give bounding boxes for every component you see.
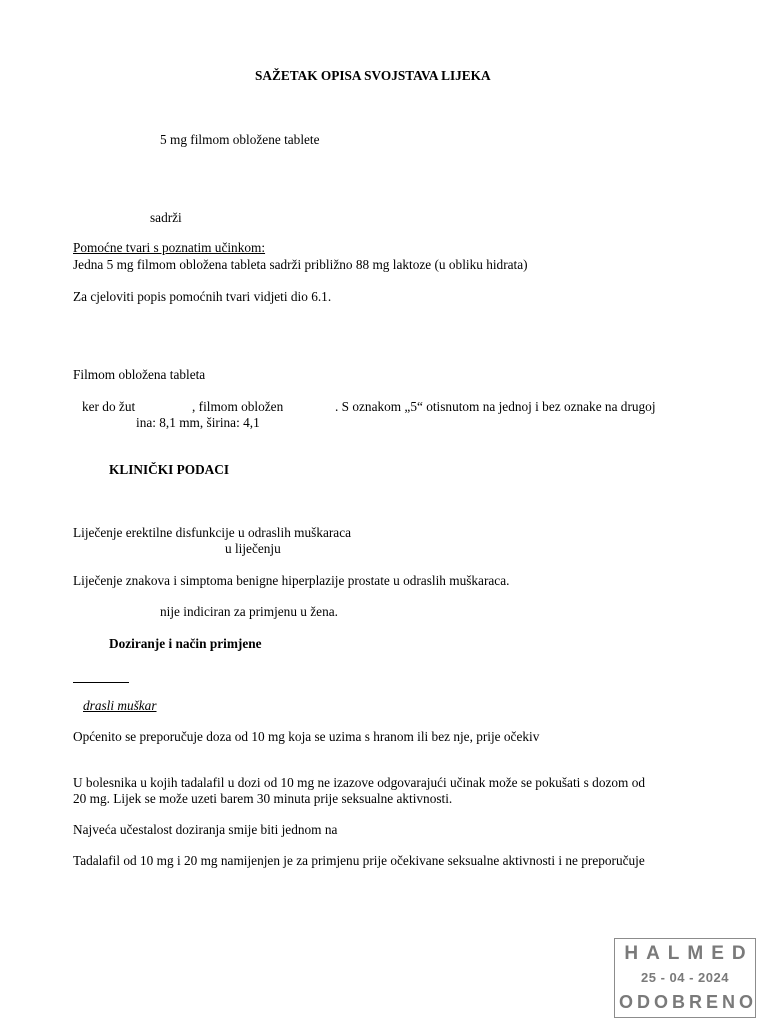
full-list-reference: Za cjeloviti popis pomoćnih tvari vidjeti dio 6.1.	[73, 289, 332, 304]
clinical-heading: KLINIČKI PODACI	[109, 462, 230, 477]
description-part-b: , filmom obložen	[192, 399, 284, 414]
dosing-heading: Doziranje i način primjene	[109, 636, 262, 651]
description-part-c: . S oznakom „5“ otisnutom na jednoj i bez oznake na drugoj	[335, 399, 656, 414]
dose-paragraph-line-1: U bolesnika u kojih tadalafil u dozi od 10 mg ne izazove odgovarajući učinak može se pokušati s dozom od	[73, 775, 645, 790]
dose-general: Općenito se preporučuje doza od 10 mg koja se uzima s hranom ili bez nje, prije očekiv	[73, 729, 540, 744]
indication-bph: Liječenje znakova i simptoma benigne hiperplazije prostate u odraslih muškaraca.	[73, 573, 510, 588]
adult-men-subheading: drasli muškar	[83, 698, 157, 713]
max-frequency: Najveća učestalost doziranja smije biti jednom na	[73, 822, 338, 837]
tadalafil-note: Tadalafil od 10 mg i 20 mg namijenjen je za primjenu prije očekivane seksualne aktivnosti i ne preporučuje	[73, 853, 645, 868]
dose-paragraph-line-2: 20 mg. Lijek se može uzeti barem 30 minuta prije seksualne aktivnosti.	[73, 791, 453, 806]
stamp-date: 25 - 04 - 2024	[641, 970, 729, 985]
contains-label: sadrži	[150, 210, 182, 225]
excipients-heading: Pomoćne tvari s poznatim učinkom:	[73, 240, 266, 255]
section-rule	[73, 682, 129, 683]
strength-line: 5 mg filmom obložene tablete	[160, 132, 320, 147]
indication-erectile-continued: u liječenju	[225, 541, 281, 556]
stamp-agency: HALMED	[624, 943, 754, 964]
description-dimensions: ina: 8,1 mm, širina: 4,1	[136, 415, 260, 430]
description-part-a: ker do žut	[82, 399, 136, 414]
pharmaceutical-form: Filmom obložena tableta	[73, 367, 206, 382]
indication-erectile: Liječenje erektilne disfunkcije u odraslih muškaraca	[73, 525, 352, 540]
excipients-text: Jedna 5 mg filmom obložena tableta sadrži približno 88 mg laktoze (u obliku hidrata)	[73, 257, 528, 272]
not-indicated-women: nije indiciran za primjenu u žena.	[160, 604, 338, 619]
approval-stamp	[614, 938, 756, 1018]
document-title: SAŽETAK OPISA SVOJSTAVA LIJEKA	[255, 68, 491, 83]
stamp-status: ODOBRENO	[619, 992, 758, 1012]
